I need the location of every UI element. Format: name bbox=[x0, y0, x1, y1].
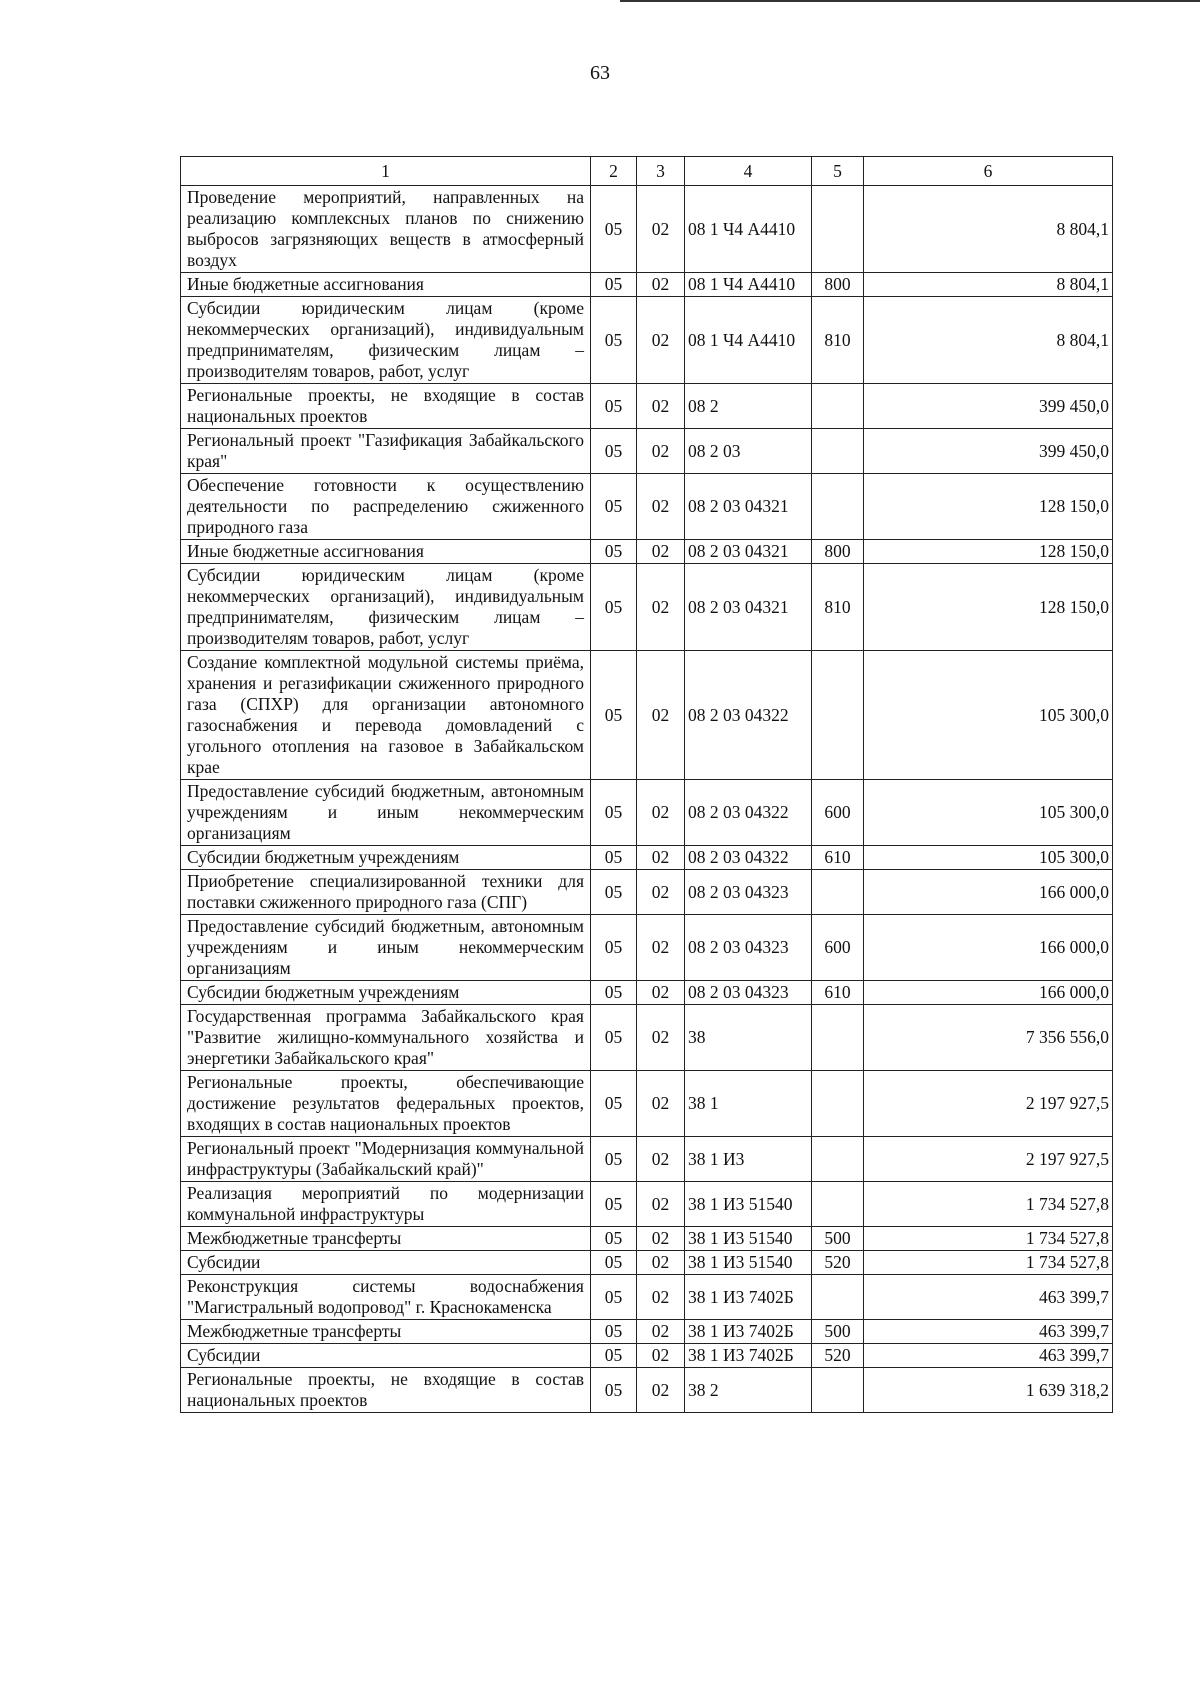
row-name-cell: Иные бюджетные ассигнования bbox=[181, 540, 591, 564]
row-target-code-cell: 38 1 И3 7402Б bbox=[685, 1320, 812, 1344]
table-row bbox=[181, 1368, 1113, 1413]
row-subsection-cell: 02 bbox=[637, 1182, 685, 1227]
row-target-code-cell: 08 2 bbox=[685, 384, 812, 429]
row-amount-cell: 463 399,7 bbox=[864, 1344, 1113, 1368]
row-target-code-cell: 08 2 03 04322 bbox=[685, 780, 812, 846]
budget-table bbox=[180, 156, 1113, 1413]
row-expense-type-cell: 800 bbox=[812, 540, 864, 564]
row-subsection-cell: 02 bbox=[637, 273, 685, 297]
row-section-cell: 05 bbox=[591, 540, 637, 564]
row-section-cell: 05 bbox=[591, 981, 637, 1005]
row-name-cell: Создание комплектной модульной системы приёма, хранения и регазификации сжиженного природного газа (СПХР) для организации автономного газоснабжения и перевода домовладений с угольного отопления на газовое в Забайкальском крае bbox=[181, 651, 591, 780]
row-amount-cell: 105 300,0 bbox=[864, 780, 1113, 846]
row-target-code-cell: 08 1 Ч4 А4410 bbox=[685, 273, 812, 297]
row-target-code-cell: 38 1 И3 7402Б bbox=[685, 1275, 812, 1320]
row-name-cell: Региональные проекты, не входящие в состав национальных проектов bbox=[181, 384, 591, 429]
table-row bbox=[181, 186, 1113, 273]
row-section-cell: 05 bbox=[591, 1368, 637, 1413]
row-amount-cell: 166 000,0 bbox=[864, 870, 1113, 915]
row-subsection-cell: 02 bbox=[637, 1368, 685, 1413]
row-subsection-cell: 02 bbox=[637, 186, 685, 273]
row-name-cell: Предоставление субсидий бюджетным, автономным учреждениям и иным некоммерческим организациям bbox=[181, 915, 591, 981]
top-edge-line bbox=[620, 0, 1200, 2]
header-cell-2: 2 bbox=[591, 157, 637, 186]
row-subsection-cell: 02 bbox=[637, 384, 685, 429]
row-amount-cell: 463 399,7 bbox=[864, 1320, 1113, 1344]
row-amount-cell: 166 000,0 bbox=[864, 915, 1113, 981]
row-expense-type-cell: 810 bbox=[812, 564, 864, 651]
row-subsection-cell: 02 bbox=[637, 981, 685, 1005]
table-row bbox=[181, 297, 1113, 384]
row-expense-type-cell bbox=[812, 186, 864, 273]
row-target-code-cell: 08 2 03 04321 bbox=[685, 564, 812, 651]
row-subsection-cell: 02 bbox=[637, 846, 685, 870]
row-name-cell: Субсидии bbox=[181, 1344, 591, 1368]
table-row bbox=[181, 540, 1113, 564]
row-expense-type-cell bbox=[812, 474, 864, 540]
table-row bbox=[181, 780, 1113, 846]
row-amount-cell: 1 639 318,2 bbox=[864, 1368, 1113, 1413]
table-body bbox=[181, 186, 1113, 1413]
row-subsection-cell: 02 bbox=[637, 540, 685, 564]
row-section-cell: 05 bbox=[591, 1344, 637, 1368]
row-amount-cell: 7 356 556,0 bbox=[864, 1005, 1113, 1071]
header-cell-6: 6 bbox=[864, 157, 1113, 186]
header-cell-4: 4 bbox=[685, 157, 812, 186]
row-expense-type-cell bbox=[812, 1182, 864, 1227]
row-expense-type-cell bbox=[812, 870, 864, 915]
row-name-cell: Субсидии юридическим лицам (кроме некоммерческих организаций), индивидуальным предпринимателям, физическим лицам – производителям товаров, работ, услуг bbox=[181, 564, 591, 651]
row-amount-cell: 2 197 927,5 bbox=[864, 1071, 1113, 1137]
table-row bbox=[181, 384, 1113, 429]
table-row bbox=[181, 846, 1113, 870]
row-name-cell: Предоставление субсидий бюджетным, автономным учреждениям и иным некоммерческим организациям bbox=[181, 780, 591, 846]
row-expense-type-cell: 520 bbox=[812, 1344, 864, 1368]
table-row bbox=[181, 474, 1113, 540]
table-row bbox=[181, 870, 1113, 915]
row-target-code-cell: 08 2 03 04323 bbox=[685, 870, 812, 915]
table-row bbox=[181, 1005, 1113, 1071]
row-name-cell: Иные бюджетные ассигнования bbox=[181, 273, 591, 297]
row-expense-type-cell: 520 bbox=[812, 1251, 864, 1275]
row-name-cell: Государственная программа Забайкальского края "Развитие жилищно-коммунального хозяйства и энергетики Забайкальского края" bbox=[181, 1005, 591, 1071]
table-row bbox=[181, 1071, 1113, 1137]
row-section-cell: 05 bbox=[591, 1071, 637, 1137]
row-target-code-cell: 08 1 Ч4 А4410 bbox=[685, 186, 812, 273]
table-row bbox=[181, 981, 1113, 1005]
row-expense-type-cell bbox=[812, 1275, 864, 1320]
row-expense-type-cell bbox=[812, 429, 864, 474]
row-name-cell: Региональные проекты, обеспечивающие достижение результатов федеральных проектов, входящих в состав национальных проектов bbox=[181, 1071, 591, 1137]
row-expense-type-cell: 500 bbox=[812, 1227, 864, 1251]
row-amount-cell: 128 150,0 bbox=[864, 540, 1113, 564]
table-row bbox=[181, 1182, 1113, 1227]
row-amount-cell: 128 150,0 bbox=[864, 564, 1113, 651]
row-subsection-cell: 02 bbox=[637, 564, 685, 651]
row-target-code-cell: 38 bbox=[685, 1005, 812, 1071]
row-amount-cell: 399 450,0 bbox=[864, 429, 1113, 474]
row-subsection-cell: 02 bbox=[637, 780, 685, 846]
row-target-code-cell: 38 2 bbox=[685, 1368, 812, 1413]
row-section-cell: 05 bbox=[591, 297, 637, 384]
row-target-code-cell: 08 2 03 04323 bbox=[685, 915, 812, 981]
row-target-code-cell: 08 2 03 04321 bbox=[685, 474, 812, 540]
row-amount-cell: 463 399,7 bbox=[864, 1275, 1113, 1320]
row-section-cell: 05 bbox=[591, 780, 637, 846]
table-row bbox=[181, 1344, 1113, 1368]
row-name-cell: Субсидии бюджетным учреждениям bbox=[181, 846, 591, 870]
row-subsection-cell: 02 bbox=[637, 1137, 685, 1182]
row-section-cell: 05 bbox=[591, 1227, 637, 1251]
row-subsection-cell: 02 bbox=[637, 1227, 685, 1251]
row-amount-cell: 1 734 527,8 bbox=[864, 1182, 1113, 1227]
table-row bbox=[181, 1251, 1113, 1275]
header-row bbox=[181, 157, 1113, 186]
row-name-cell: Субсидии бюджетным учреждениям bbox=[181, 981, 591, 1005]
row-expense-type-cell: 810 bbox=[812, 297, 864, 384]
row-section-cell: 05 bbox=[591, 564, 637, 651]
row-section-cell: 05 bbox=[591, 273, 637, 297]
row-subsection-cell: 02 bbox=[637, 1251, 685, 1275]
row-section-cell: 05 bbox=[591, 1182, 637, 1227]
row-name-cell: Субсидии bbox=[181, 1251, 591, 1275]
header-cell-3: 3 bbox=[637, 157, 685, 186]
row-name-cell: Региональный проект "Газификация Забайкальского края" bbox=[181, 429, 591, 474]
row-target-code-cell: 08 2 03 04322 bbox=[685, 651, 812, 780]
row-target-code-cell: 38 1 И3 51540 bbox=[685, 1251, 812, 1275]
row-section-cell: 05 bbox=[591, 846, 637, 870]
row-expense-type-cell: 600 bbox=[812, 915, 864, 981]
row-amount-cell: 399 450,0 bbox=[864, 384, 1113, 429]
row-amount-cell: 8 804,1 bbox=[864, 186, 1113, 273]
row-amount-cell: 2 197 927,5 bbox=[864, 1137, 1113, 1182]
table-row bbox=[181, 1137, 1113, 1182]
row-target-code-cell: 08 2 03 04322 bbox=[685, 846, 812, 870]
row-section-cell: 05 bbox=[591, 1320, 637, 1344]
row-subsection-cell: 02 bbox=[637, 474, 685, 540]
row-section-cell: 05 bbox=[591, 1251, 637, 1275]
row-amount-cell: 1 734 527,8 bbox=[864, 1251, 1113, 1275]
row-subsection-cell: 02 bbox=[637, 429, 685, 474]
table-row bbox=[181, 651, 1113, 780]
row-amount-cell: 8 804,1 bbox=[864, 297, 1113, 384]
row-subsection-cell: 02 bbox=[637, 1275, 685, 1320]
row-target-code-cell: 38 1 И3 51540 bbox=[685, 1227, 812, 1251]
table-row bbox=[181, 1275, 1113, 1320]
row-name-cell: Проведение мероприятий, направленных на реализацию комплексных планов по снижению выбросов загрязняющих веществ в атмосферный воздух bbox=[181, 186, 591, 273]
row-name-cell: Межбюджетные трансферты bbox=[181, 1320, 591, 1344]
row-name-cell: Обеспечение готовности к осуществлению деятельности по распределению сжиженного природного газа bbox=[181, 474, 591, 540]
row-expense-type-cell bbox=[812, 1071, 864, 1137]
budget-table-container bbox=[180, 156, 1112, 1413]
row-section-cell: 05 bbox=[591, 186, 637, 273]
row-name-cell: Приобретение специализированной техники для поставки сжиженного природного газа (СПГ) bbox=[181, 870, 591, 915]
row-expense-type-cell: 500 bbox=[812, 1320, 864, 1344]
page-number: 63 bbox=[590, 62, 610, 84]
row-expense-type-cell: 600 bbox=[812, 780, 864, 846]
table-row bbox=[181, 429, 1113, 474]
row-section-cell: 05 bbox=[591, 384, 637, 429]
row-name-cell: Региональный проект "Модернизация коммунальной инфраструктуры (Забайкальский край)" bbox=[181, 1137, 591, 1182]
row-expense-type-cell bbox=[812, 1137, 864, 1182]
row-expense-type-cell: 610 bbox=[812, 846, 864, 870]
row-subsection-cell: 02 bbox=[637, 1005, 685, 1071]
row-target-code-cell: 08 2 03 04321 bbox=[685, 540, 812, 564]
row-subsection-cell: 02 bbox=[637, 297, 685, 384]
row-name-cell: Субсидии юридическим лицам (кроме некоммерческих организаций), индивидуальным предпринимателям, физическим лицам – производителям товаров, работ, услуг bbox=[181, 297, 591, 384]
header-cell-5: 5 bbox=[812, 157, 864, 186]
row-expense-type-cell bbox=[812, 651, 864, 780]
row-target-code-cell: 38 1 И3 51540 bbox=[685, 1182, 812, 1227]
row-amount-cell: 1 734 527,8 bbox=[864, 1227, 1113, 1251]
row-section-cell: 05 bbox=[591, 1137, 637, 1182]
row-subsection-cell: 02 bbox=[637, 1344, 685, 1368]
row-expense-type-cell: 800 bbox=[812, 273, 864, 297]
header-cell-1: 1 bbox=[181, 157, 591, 186]
table-row bbox=[181, 564, 1113, 651]
row-target-code-cell: 38 1 И3 7402Б bbox=[685, 1344, 812, 1368]
row-section-cell: 05 bbox=[591, 870, 637, 915]
row-amount-cell: 105 300,0 bbox=[864, 846, 1113, 870]
row-section-cell: 05 bbox=[591, 651, 637, 780]
row-amount-cell: 8 804,1 bbox=[864, 273, 1113, 297]
table-row bbox=[181, 915, 1113, 981]
row-amount-cell: 105 300,0 bbox=[864, 651, 1113, 780]
row-expense-type-cell bbox=[812, 1005, 864, 1071]
row-subsection-cell: 02 bbox=[637, 915, 685, 981]
table-row bbox=[181, 1227, 1113, 1251]
row-name-cell: Реконструкция системы водоснабжения "Магистральный водопровод" г. Краснокаменска bbox=[181, 1275, 591, 1320]
row-expense-type-cell: 610 bbox=[812, 981, 864, 1005]
row-amount-cell: 166 000,0 bbox=[864, 981, 1113, 1005]
row-amount-cell: 128 150,0 bbox=[864, 474, 1113, 540]
row-name-cell: Межбюджетные трансферты bbox=[181, 1227, 591, 1251]
row-target-code-cell: 08 2 03 04323 bbox=[685, 981, 812, 1005]
row-section-cell: 05 bbox=[591, 474, 637, 540]
row-expense-type-cell bbox=[812, 1368, 864, 1413]
row-expense-type-cell bbox=[812, 384, 864, 429]
row-name-cell: Реализация мероприятий по модернизации коммунальной инфраструктуры bbox=[181, 1182, 591, 1227]
row-subsection-cell: 02 bbox=[637, 1320, 685, 1344]
table-row bbox=[181, 273, 1113, 297]
row-section-cell: 05 bbox=[591, 1005, 637, 1071]
row-section-cell: 05 bbox=[591, 429, 637, 474]
row-subsection-cell: 02 bbox=[637, 1071, 685, 1137]
row-subsection-cell: 02 bbox=[637, 651, 685, 780]
row-subsection-cell: 02 bbox=[637, 870, 685, 915]
row-target-code-cell: 08 2 03 bbox=[685, 429, 812, 474]
row-target-code-cell: 08 1 Ч4 А4410 bbox=[685, 297, 812, 384]
table-row bbox=[181, 1320, 1113, 1344]
row-section-cell: 05 bbox=[591, 1275, 637, 1320]
row-section-cell: 05 bbox=[591, 915, 637, 981]
row-target-code-cell: 38 1 И3 bbox=[685, 1137, 812, 1182]
row-target-code-cell: 38 1 bbox=[685, 1071, 812, 1137]
row-name-cell: Региональные проекты, не входящие в состав национальных проектов bbox=[181, 1368, 591, 1413]
